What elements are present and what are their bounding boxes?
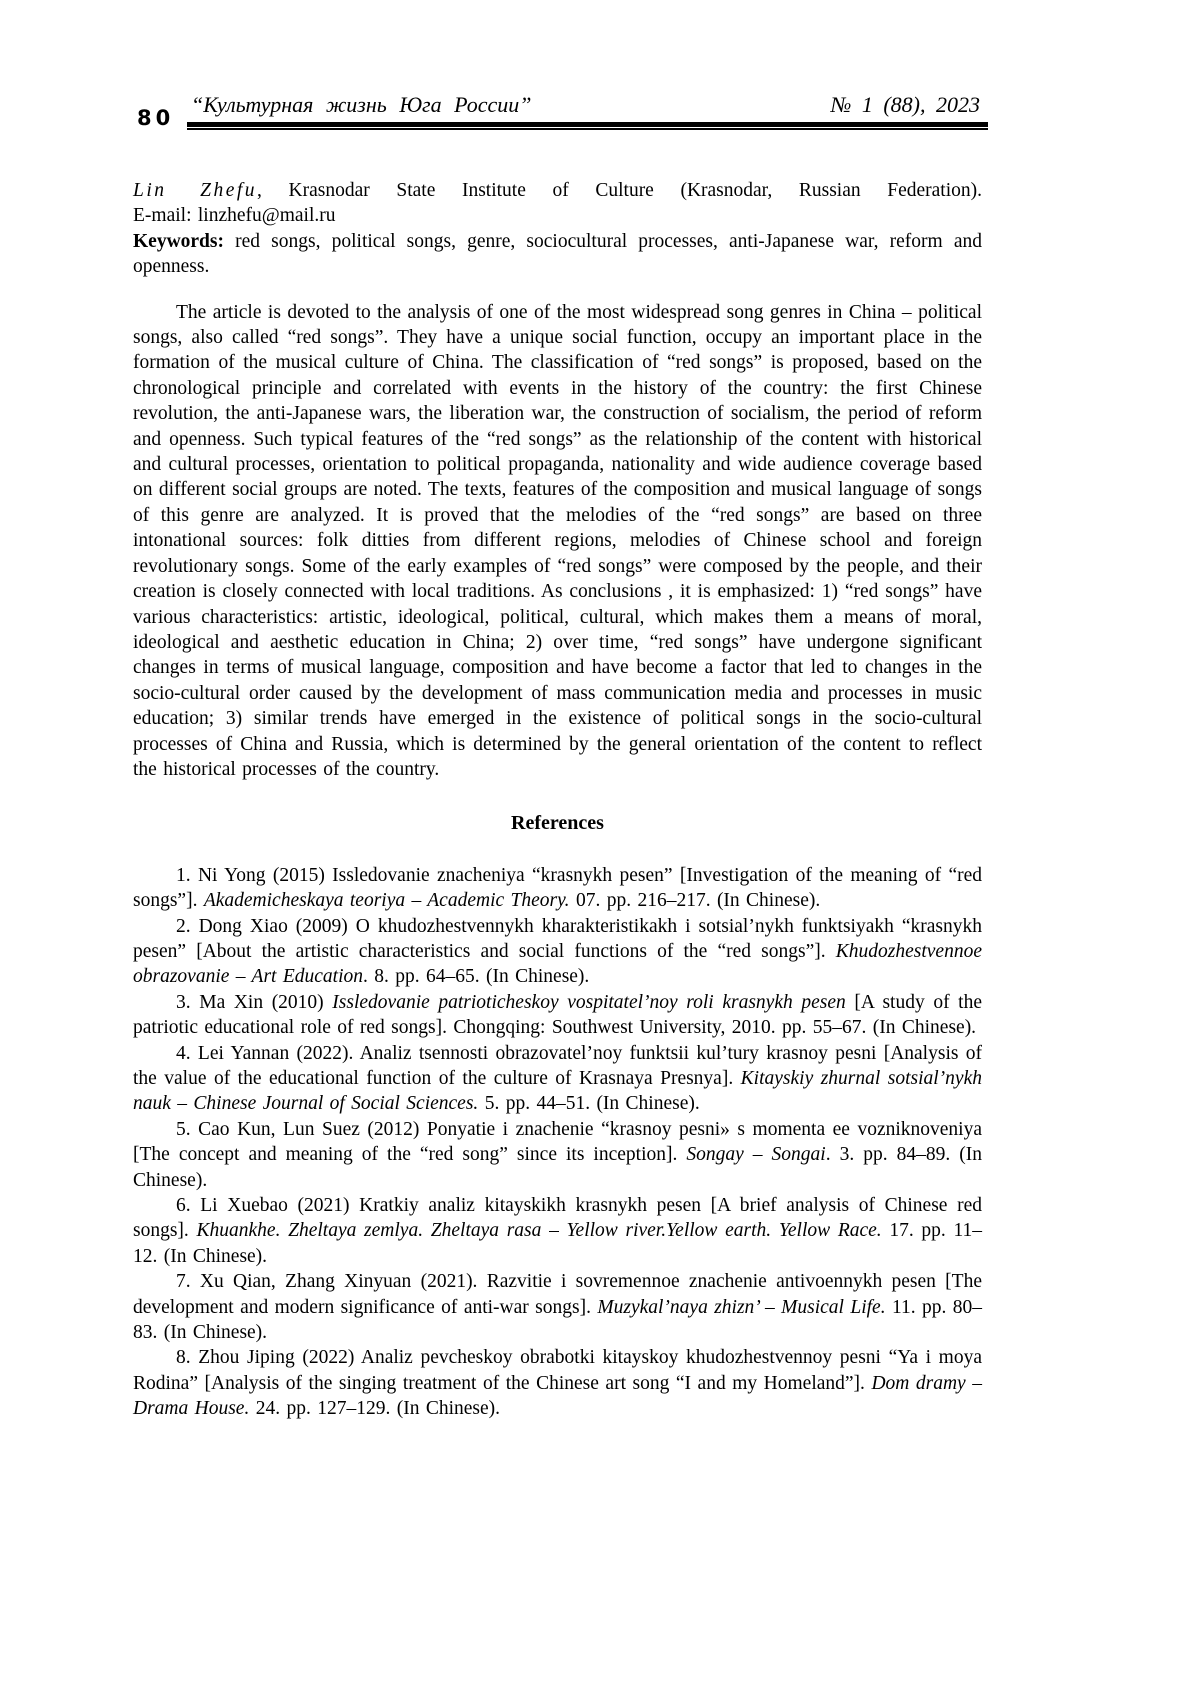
keywords-text: red songs, political songs, genre, sociocultural processes, anti-Japanese war, reform and openness. bbox=[133, 230, 982, 278]
reference-text: 1. Ni Yong (2015) Issledovanie znacheniya “krasnykh pesen” [Investigation of the meaning of “red songs”]. bbox=[133, 864, 982, 912]
reference-source-title: Issledovanie patrioticheskoy vospitatel’noy roli krasnykh pesen bbox=[332, 991, 846, 1013]
reference-text: 4. Lei Yannan (2022). Analiz tsennosti obrazovatel’noy funktsii kul’tury krasnoy pesni [Analysis of the value of the educational function of the culture of Krasnaya Presnya]. bbox=[133, 1042, 982, 1089]
issue-label: № 1 (88), 2023 bbox=[830, 92, 980, 117]
keywords-line bbox=[133, 229, 982, 280]
reference-text: 3. Ma Xin (2010) bbox=[176, 991, 333, 1013]
header-rule bbox=[187, 122, 988, 130]
reference-item bbox=[133, 990, 982, 1041]
reference-source-title: Dom dramy – Drama House. bbox=[133, 1372, 982, 1420]
references-list bbox=[133, 863, 982, 1422]
affiliation-text: , Krasnodar State Institute of Culture (Krasnodar, Russian Federation). bbox=[257, 180, 982, 201]
reference-text: 11. pp. 80–83. (In Chinese). bbox=[133, 1296, 983, 1344]
reference-source-title: Khudozhestvennoe obrazovanie – Art Education bbox=[133, 940, 982, 988]
reference-text: 17. pp. 11–12. (In Chinese). bbox=[133, 1220, 983, 1267]
reference-item bbox=[133, 1193, 982, 1269]
journal-title: “Культурная жизнь Юга России” bbox=[191, 92, 532, 117]
running-head-titles bbox=[187, 92, 988, 122]
reference-item bbox=[133, 1269, 982, 1345]
references-heading: References bbox=[511, 812, 604, 835]
author-name: Lin Zhefu bbox=[133, 180, 258, 201]
reference-text: [A study of the patriotic educational role of red songs]. Chongqing: Southwest University, 2010. pp. 55–67. (In Chinese). bbox=[133, 991, 983, 1039]
article-content bbox=[133, 178, 982, 1422]
reference-text: 6. Li Xuebao (2021) Kratkiy analiz kitayskikh krasnykh pesen [A brief analysis of Chinese red songs]. bbox=[133, 1195, 982, 1242]
reference-item bbox=[133, 1117, 982, 1193]
reference-source-title: Songay – Songai bbox=[686, 1144, 826, 1166]
running-head bbox=[137, 92, 988, 130]
reference-text: 8. Zhou Jiping (2022) Analiz pevcheskoy obrabotki kitayskoy khudozhestvennoy pesni “Ya i moya Rodina” [Analysis of the singing treatment of the Chinese art song “I and my Homeland”]. bbox=[133, 1347, 982, 1394]
reference-text: 2. Dong Xiao (2009) O khudozhestvennykh kharakteristikakh i sotsial’nykh funktsiyakh “krasnykh pesen” [About the artistic characteristics and social functions of the “red songs”]. bbox=[133, 915, 982, 962]
reference-source-title: Muzykal’naya zhizn’ – Musical Life. bbox=[597, 1296, 886, 1318]
reference-item bbox=[133, 863, 982, 914]
reference-text: 5. pp. 44–51. (In Chinese). bbox=[478, 1093, 700, 1115]
reference-text: 7. Xu Qian, Zhang Xinyuan (2021). Razvitie i sovremennoe znachenie antivoennykh pesen [The development and modern significance of anti-war songs]. bbox=[133, 1271, 982, 1318]
reference-item bbox=[133, 1041, 982, 1117]
running-head-inner bbox=[187, 92, 988, 130]
reference-source-title: Kitayskiy zhurnal sotsial’nykh nauk – Chinese Journal of Social Sciences. bbox=[133, 1068, 982, 1115]
keywords-label: Keywords: bbox=[133, 230, 224, 252]
email-line: E-mail: linzhefu@mail.ru bbox=[133, 205, 336, 227]
reference-text: 5. Cao Kun, Lun Suez (2012) Ponyatie i znachenie “krasnoy pesni» s momenta ee vozniknoveniya [The concept and meaning of the “red song” since its inception]. bbox=[133, 1118, 982, 1166]
reference-text: 24. pp. 127–129. (In Chinese). bbox=[249, 1398, 501, 1420]
reference-source-title: Khuankhe. Zheltaya zemlya. Zheltaya rasa – Yellow river.Yellow earth. Yellow Race. bbox=[196, 1220, 882, 1242]
reference-source-title: Akademicheskaya teoriya – Academic Theory. bbox=[203, 890, 570, 912]
page-number: 80 bbox=[137, 106, 175, 130]
reference-item bbox=[133, 914, 982, 990]
author-affiliation-line bbox=[133, 178, 982, 203]
reference-text: . 8. pp. 64–65. (In Chinese). bbox=[363, 966, 590, 988]
abstract-paragraph: The article is devoted to the analysis of one of the most widespread song genres in China – political songs, also called “red songs”. They have a unique social function, occupy an important place in the formation of the musical culture of China. The classification of “red songs” is proposed, based on the chronological principle and correlated with events in the history of the country: the first Chinese revolution, the anti-Japanese wars, the liberation war, the construction of socialism, the period of reform and openness. Such typical features of the “red songs” as the relationship of the content with historical and cultural processes, orientation to political propaganda, nationality and wide audience coverage based on different social groups are noted. The texts, features of the composition and musical language of songs of this genre are analyzed. It is proved that the melodies of the “red songs” are based on three intonational sources: folk ditties from different regions, melodies of Chinese school and foreign revolutionary songs. Some of the early examples of “red songs” were composed by the people, and their creation is closely connected with local traditions. As conclusions , it is emphasized: 1) “red songs” have various characteristics: artistic, ideological, political, cultural, which makes them a means of moral, ideological and aesthetic education in China; 2) over time, “red songs” have undergone significant changes in terms of musical language, composition and have become a factor that led to changes in the socio-cultural order caused by the development of mass communication media and processes in music education; 3) similar trends have emerged in the existence of political songs in the socio-cultural processes of China and Russia, which is determined by the general orientation of the content to reflect the historical processes of the country. bbox=[133, 301, 982, 780]
reference-text: 07. pp. 216–217. (In Chinese). bbox=[569, 890, 821, 912]
reference-text: . 3. pp. 84–89. (In Chinese). bbox=[133, 1144, 982, 1191]
reference-item bbox=[133, 1345, 982, 1421]
